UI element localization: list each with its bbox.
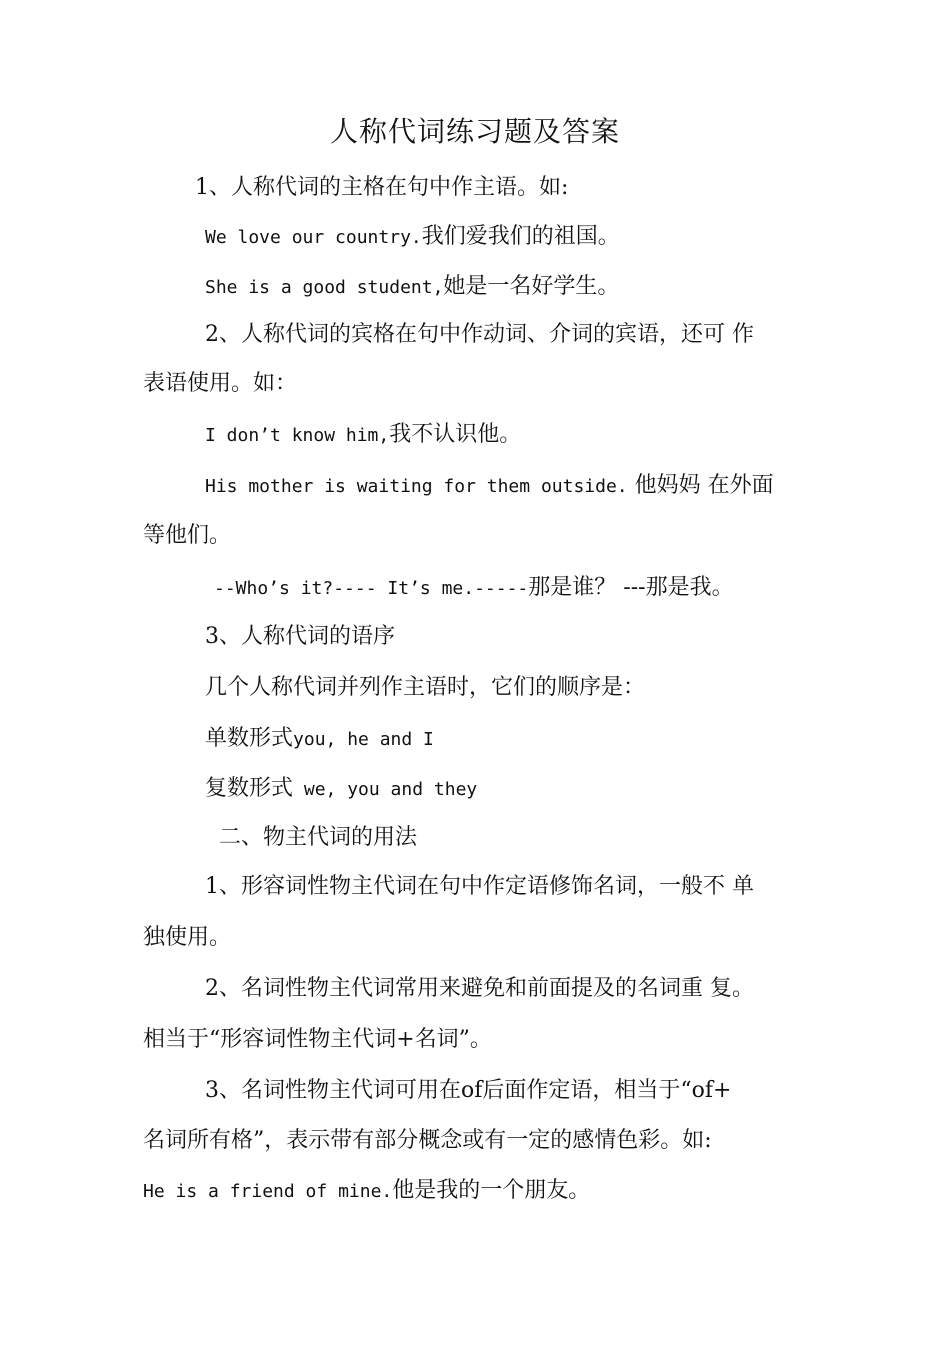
paragraph-4-line-2: 表语使用。如： bbox=[143, 371, 298, 396]
paragraph-14-line-2: 相当于“形容词性物主代词+名词”。 bbox=[143, 1027, 492, 1052]
example-english: I don’t know him, bbox=[205, 425, 390, 446]
paragraph-11 bbox=[205, 772, 477, 807]
example-chinese: 我们爱我们的祖国。 bbox=[421, 224, 620, 249]
paragraph-15-line-2: 名词所有格”，表示带有部分概念或有一定的感情色彩。如: bbox=[143, 1128, 712, 1153]
paragraph-8: 3、人称代词的语序 bbox=[205, 624, 395, 649]
example-english: --Who’s it?---- It’s me.----- bbox=[214, 578, 529, 599]
paragraph-4-line-1: 2、人称代词的宾格在句中作动词、介词的宾语，还可 作 bbox=[205, 322, 754, 347]
example-english: We love our country. bbox=[205, 227, 422, 248]
example-english: we, you and they bbox=[293, 779, 478, 800]
paragraph-10 bbox=[205, 722, 434, 757]
paragraph-13-line-2: 独使用。 bbox=[143, 925, 232, 950]
paragraph-2 bbox=[205, 220, 620, 255]
paragraph-13-line-1: 1、形容词性物主代词在句中作定语修饰名词，一般不 单 bbox=[205, 874, 754, 899]
label-chinese: 单数形式 bbox=[205, 726, 294, 751]
paragraph-7 bbox=[214, 571, 734, 606]
example-english: His mother is waiting for them outside. bbox=[205, 476, 628, 497]
example-chinese: 他妈妈 在外面 bbox=[627, 473, 774, 498]
example-chinese: 那是谁？ ---那是我。 bbox=[528, 575, 734, 600]
example-chinese: 她是一名好学生。 bbox=[443, 274, 620, 299]
paragraph-1: 1、人称代词的主格在句中作主语。如: bbox=[195, 175, 569, 200]
example-chinese: 他是我的一个朋友。 bbox=[392, 1178, 591, 1203]
paragraph-16 bbox=[143, 1174, 590, 1209]
paragraph-6-line-2: 等他们。 bbox=[143, 523, 232, 548]
paragraph-3 bbox=[205, 270, 619, 305]
example-english: you, he and I bbox=[293, 729, 434, 750]
paragraph-14-line-1: 2、名词性物主代词常用来避免和前面提及的名词重 复。 bbox=[205, 976, 754, 1001]
section-heading-2: 二、物主代词的用法 bbox=[219, 825, 418, 850]
paragraph-9: 几个人称代词并列作主语时，它们的顺序是： bbox=[205, 675, 646, 700]
paragraph-5 bbox=[205, 418, 521, 453]
example-chinese: 我不认识他。 bbox=[389, 422, 522, 447]
label-chinese: 复数形式 bbox=[205, 776, 294, 801]
paragraph-15-line-1: 3、名词性物主代词可用在of后面作定语，相当于“of+ bbox=[205, 1078, 732, 1103]
document-title: 人称代词练习题及答案 bbox=[329, 115, 620, 148]
paragraph-6-line-1 bbox=[205, 469, 774, 504]
example-english: He is a friend of mine. bbox=[143, 1181, 393, 1202]
example-english: She is a good student, bbox=[205, 277, 444, 298]
